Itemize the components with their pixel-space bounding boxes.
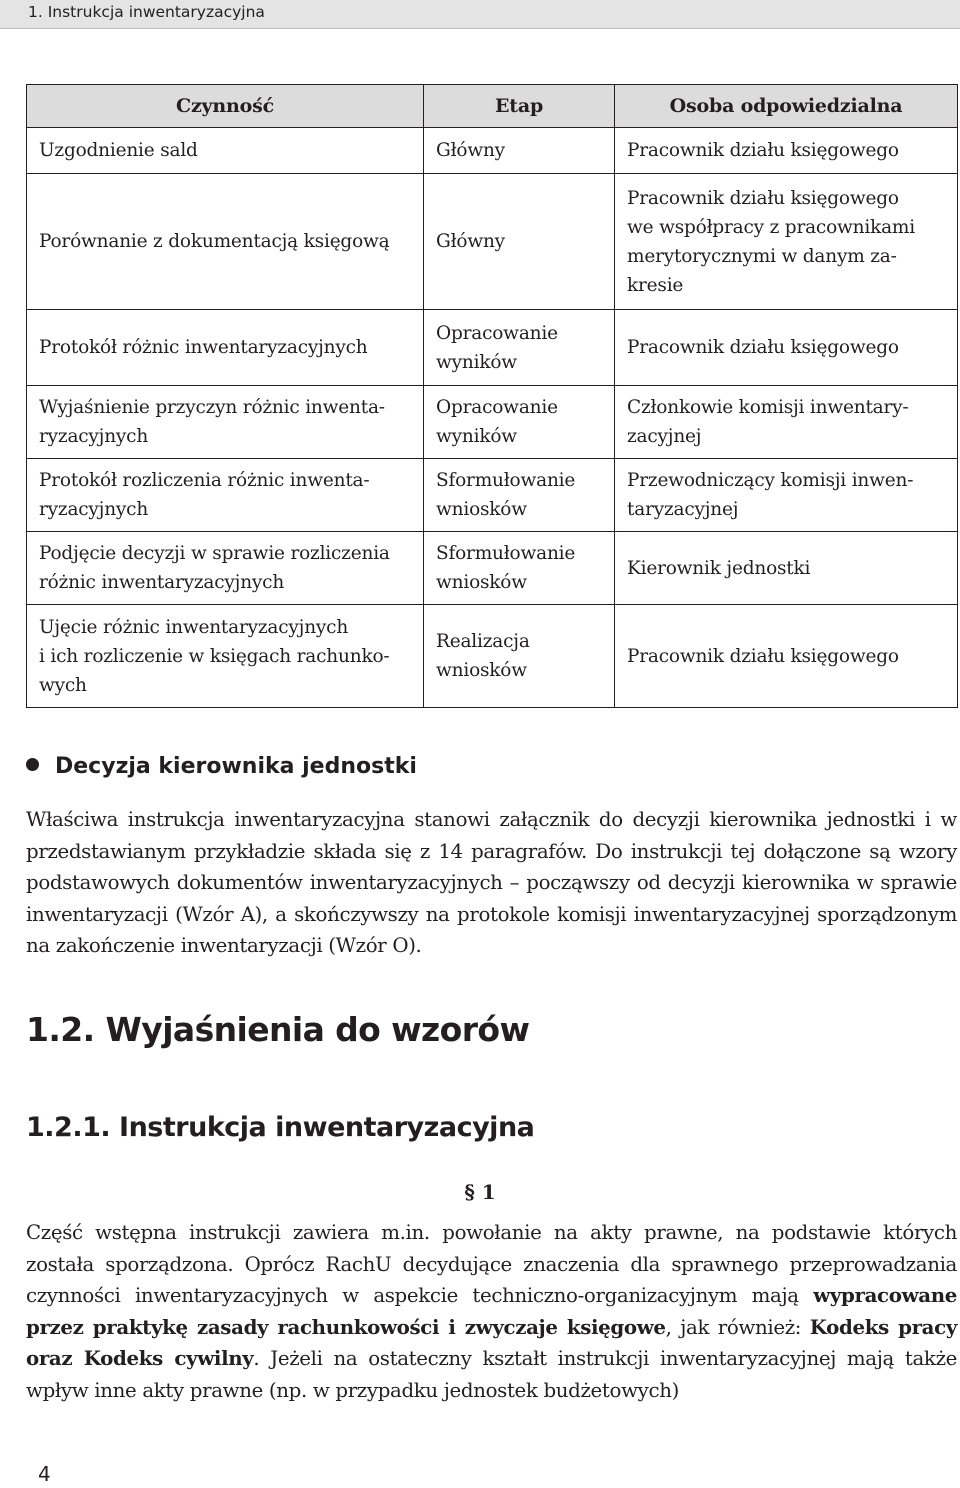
intro-text-part1: Część wstępna instrukcji zawiera m.in. powołanie na akty prawne, na podstawie których została sporządzona. Oprócz RachU decydujące znaczenia dla sprawnego przeprowadzania czynności inwentaryzacyjnych w aspekcie techniczno-organizacyjnym mają bbox=[26, 1221, 957, 1307]
table-cell: Porównanie z dokumentacją księgową bbox=[27, 174, 424, 310]
header-etap: Etap bbox=[424, 85, 615, 128]
paragraph-decision: Właściwa instrukcja inwentaryzacyjna stanowi załącznik do decyzji kierownika jednostki i w przedstawianym przykładzie składa się z 14 paragrafów. Do instrukcji tej dołączone są wzory podstawowych dokumentów inwentaryzacyjnych – począwszy od decyzji kierownika w sprawie inwentaryzacji (Wzór A), a skończywszy na protokole komisji inwentaryzacyjnej sporządzonym na zakończenie inwentaryzacji (Wzór O). bbox=[26, 808, 957, 957]
table-cell: Główny bbox=[424, 174, 615, 310]
section-heading-1-2-1: 1.2.1. Instrukcja inwentaryzacyjna bbox=[26, 1112, 535, 1143]
table-cell: Protokół różnic inwentaryzacyjnych bbox=[27, 310, 424, 386]
table-row bbox=[27, 605, 958, 708]
table-cell: Kierownik jednostki bbox=[615, 532, 958, 605]
table-row bbox=[27, 532, 958, 605]
table-cell: Członkowie komisji inwentary- zacyjnej bbox=[615, 386, 958, 459]
table-cell: Pracownik działu księgowego bbox=[615, 128, 958, 174]
bullet-dot-icon bbox=[26, 758, 39, 771]
table-cell: Sformułowanie wniosków bbox=[424, 532, 615, 605]
table-cell: Ujęcie różnic inwentaryzacyjnych i ich rozliczenie w księgach rachunko- wych bbox=[27, 605, 424, 708]
paragraph-introduction bbox=[26, 1217, 957, 1406]
paragraph-sign: § 1 bbox=[464, 1180, 496, 1204]
table-header-row bbox=[27, 85, 958, 128]
table-row bbox=[27, 128, 958, 174]
section-heading-1-2: 1.2. Wyjaśnienia do wzorów bbox=[26, 1010, 530, 1049]
table-cell: Protokół rozliczenia różnic inwenta- ryzacyjnych bbox=[27, 459, 424, 532]
running-header bbox=[0, 0, 960, 29]
running-header-title: 1. Instrukcja inwentaryzacyjna bbox=[28, 3, 265, 21]
table-cell: Sformułowanie wniosków bbox=[424, 459, 615, 532]
table-cell: Uzgodnienie sald bbox=[27, 128, 424, 174]
table-cell: Wyjaśnienie przyczyn różnic inwenta- ryzacyjnych bbox=[27, 386, 424, 459]
responsibility-table bbox=[26, 84, 958, 708]
intro-bold-practice: wypracowane przez praktykę zasady rachunkowości i zwyczaje księgowe bbox=[26, 1283, 957, 1339]
intro-text-part2: , jak również: bbox=[665, 1315, 810, 1339]
table-row bbox=[27, 386, 958, 459]
bullet-heading-text: Decyzja kierownika jednostki bbox=[55, 754, 417, 779]
intro-text-part3: . Jeżeli na ostateczny kształt instrukcji inwentaryzacyjnej mają także wpływ inne akty prawne (np. w przypadku jednostek budżetowych) bbox=[26, 1347, 957, 1402]
table-cell: Główny bbox=[424, 128, 615, 174]
table-row bbox=[27, 459, 958, 532]
table-cell: Pracownik działu księgowego we współpracy z pracownikami merytorycznymi w danym za- kresie bbox=[615, 174, 958, 310]
table-cell: Realizacja wniosków bbox=[424, 605, 615, 708]
table-row bbox=[27, 310, 958, 386]
table-cell: Opracowanie wyników bbox=[424, 310, 615, 386]
header-osoba: Osoba odpowiedzialna bbox=[615, 85, 958, 128]
table-cell: Opracowanie wyników bbox=[424, 386, 615, 459]
header-czynnosc: Czynność bbox=[27, 85, 424, 128]
page-number: 4 bbox=[38, 1462, 51, 1486]
table-cell: Pracownik działu księgowego bbox=[615, 605, 958, 708]
table-cell: Przewodniczący komisji inwen- taryzacyjnej bbox=[615, 459, 958, 532]
intro-bold-codes: Kodeks pracy oraz Kodeks cywilny bbox=[26, 1314, 957, 1370]
table-cell: Pracownik działu księgowego bbox=[615, 310, 958, 386]
bullet-heading bbox=[26, 754, 417, 779]
table-cell: Podjęcie decyzji w sprawie rozliczenia różnic inwentaryzacyjnych bbox=[27, 532, 424, 605]
table-row bbox=[27, 174, 958, 310]
